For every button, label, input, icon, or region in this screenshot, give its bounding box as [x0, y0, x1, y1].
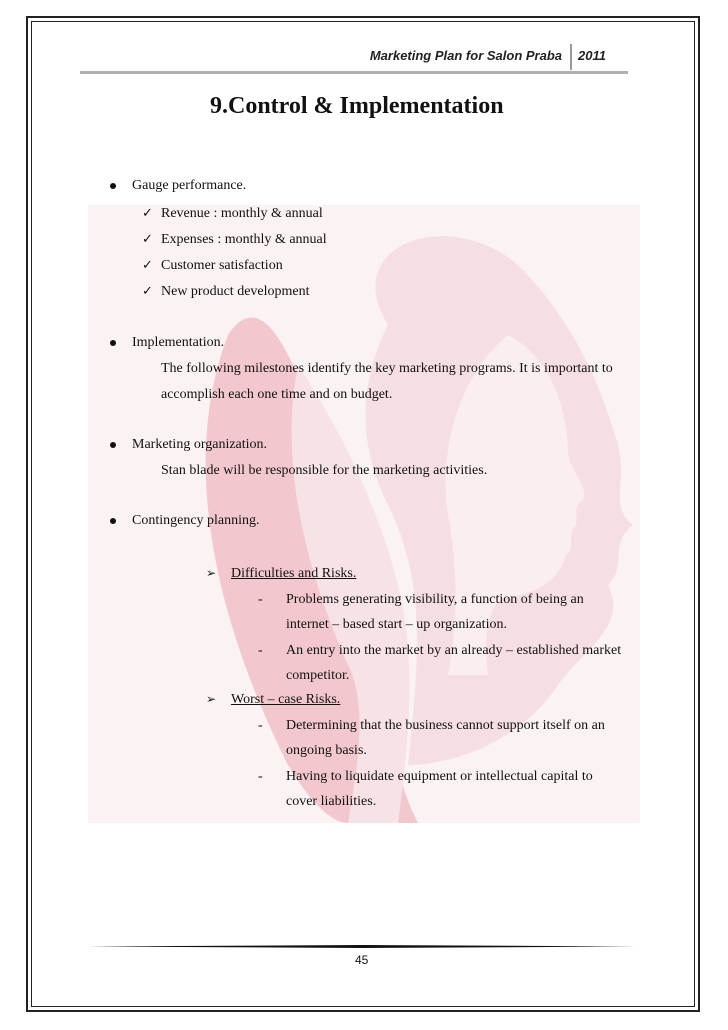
worst-case-title: Worst – case Risks. — [231, 692, 341, 707]
page-number: 45 — [355, 953, 369, 967]
organization-text: Stan blade will be responsible for the marketing activities. — [161, 463, 488, 478]
header-separator — [570, 44, 572, 70]
risk-item-text: competitor. — [286, 668, 350, 683]
risk-item-text: An entry into the market by an already – established market — [286, 643, 622, 658]
section-heading-organization: Marketing organization. — [132, 437, 268, 452]
check-icon: ✓ — [142, 232, 153, 247]
header-rule — [80, 71, 628, 74]
header-title: Marketing Plan for Salon Praba — [369, 48, 562, 63]
section-heading-implementation: Implementation. — [132, 335, 225, 350]
dash-marker: - — [258, 769, 263, 784]
gauge-item: Customer satisfaction — [161, 258, 283, 273]
section-heading-contingency: Contingency planning. — [132, 513, 260, 528]
header-year: 2011 — [578, 48, 606, 63]
risk-item-text: Determining that the business cannot support itself on an — [286, 718, 605, 733]
implementation-text: accomplish each one time and on budget. — [161, 387, 393, 402]
bullet-icon — [110, 183, 116, 189]
risk-item-text: cover liabilities. — [286, 794, 377, 809]
check-icon: ✓ — [142, 284, 153, 299]
section-heading-gauge: Gauge performance. — [132, 178, 247, 193]
dash-marker: - — [258, 718, 263, 733]
gauge-item: Expenses : monthly & annual — [161, 232, 327, 247]
page-title: 9.Control & Implementation — [210, 93, 504, 119]
arrow-bullet-icon: ➢ — [206, 566, 217, 580]
implementation-text: The following milestones identify the key marketing programs. It is important to — [161, 361, 613, 376]
risk-item-text: Problems generating visibility, a function of being an — [286, 592, 584, 607]
arrow-bullet-icon: ➢ — [206, 692, 217, 706]
page-header — [80, 44, 628, 74]
check-icon: ✓ — [142, 206, 153, 221]
bullet-icon — [110, 442, 116, 448]
risk-item-text: Having to liquidate equipment or intellectual capital to — [286, 769, 593, 784]
gauge-item: New product development — [161, 284, 310, 299]
gauge-item: Revenue : monthly & annual — [161, 206, 323, 221]
difficulties-title: Difficulties and Risks. — [231, 566, 357, 581]
check-icon: ✓ — [142, 258, 153, 273]
dash-marker: - — [258, 643, 263, 658]
dash-marker: - — [258, 592, 263, 607]
footer-rule — [88, 945, 640, 948]
bullet-icon — [110, 518, 116, 524]
risk-item-text: internet – based start – up organization. — [286, 617, 507, 632]
risk-item-text: ongoing basis. — [286, 743, 367, 758]
bullet-icon — [110, 340, 116, 346]
